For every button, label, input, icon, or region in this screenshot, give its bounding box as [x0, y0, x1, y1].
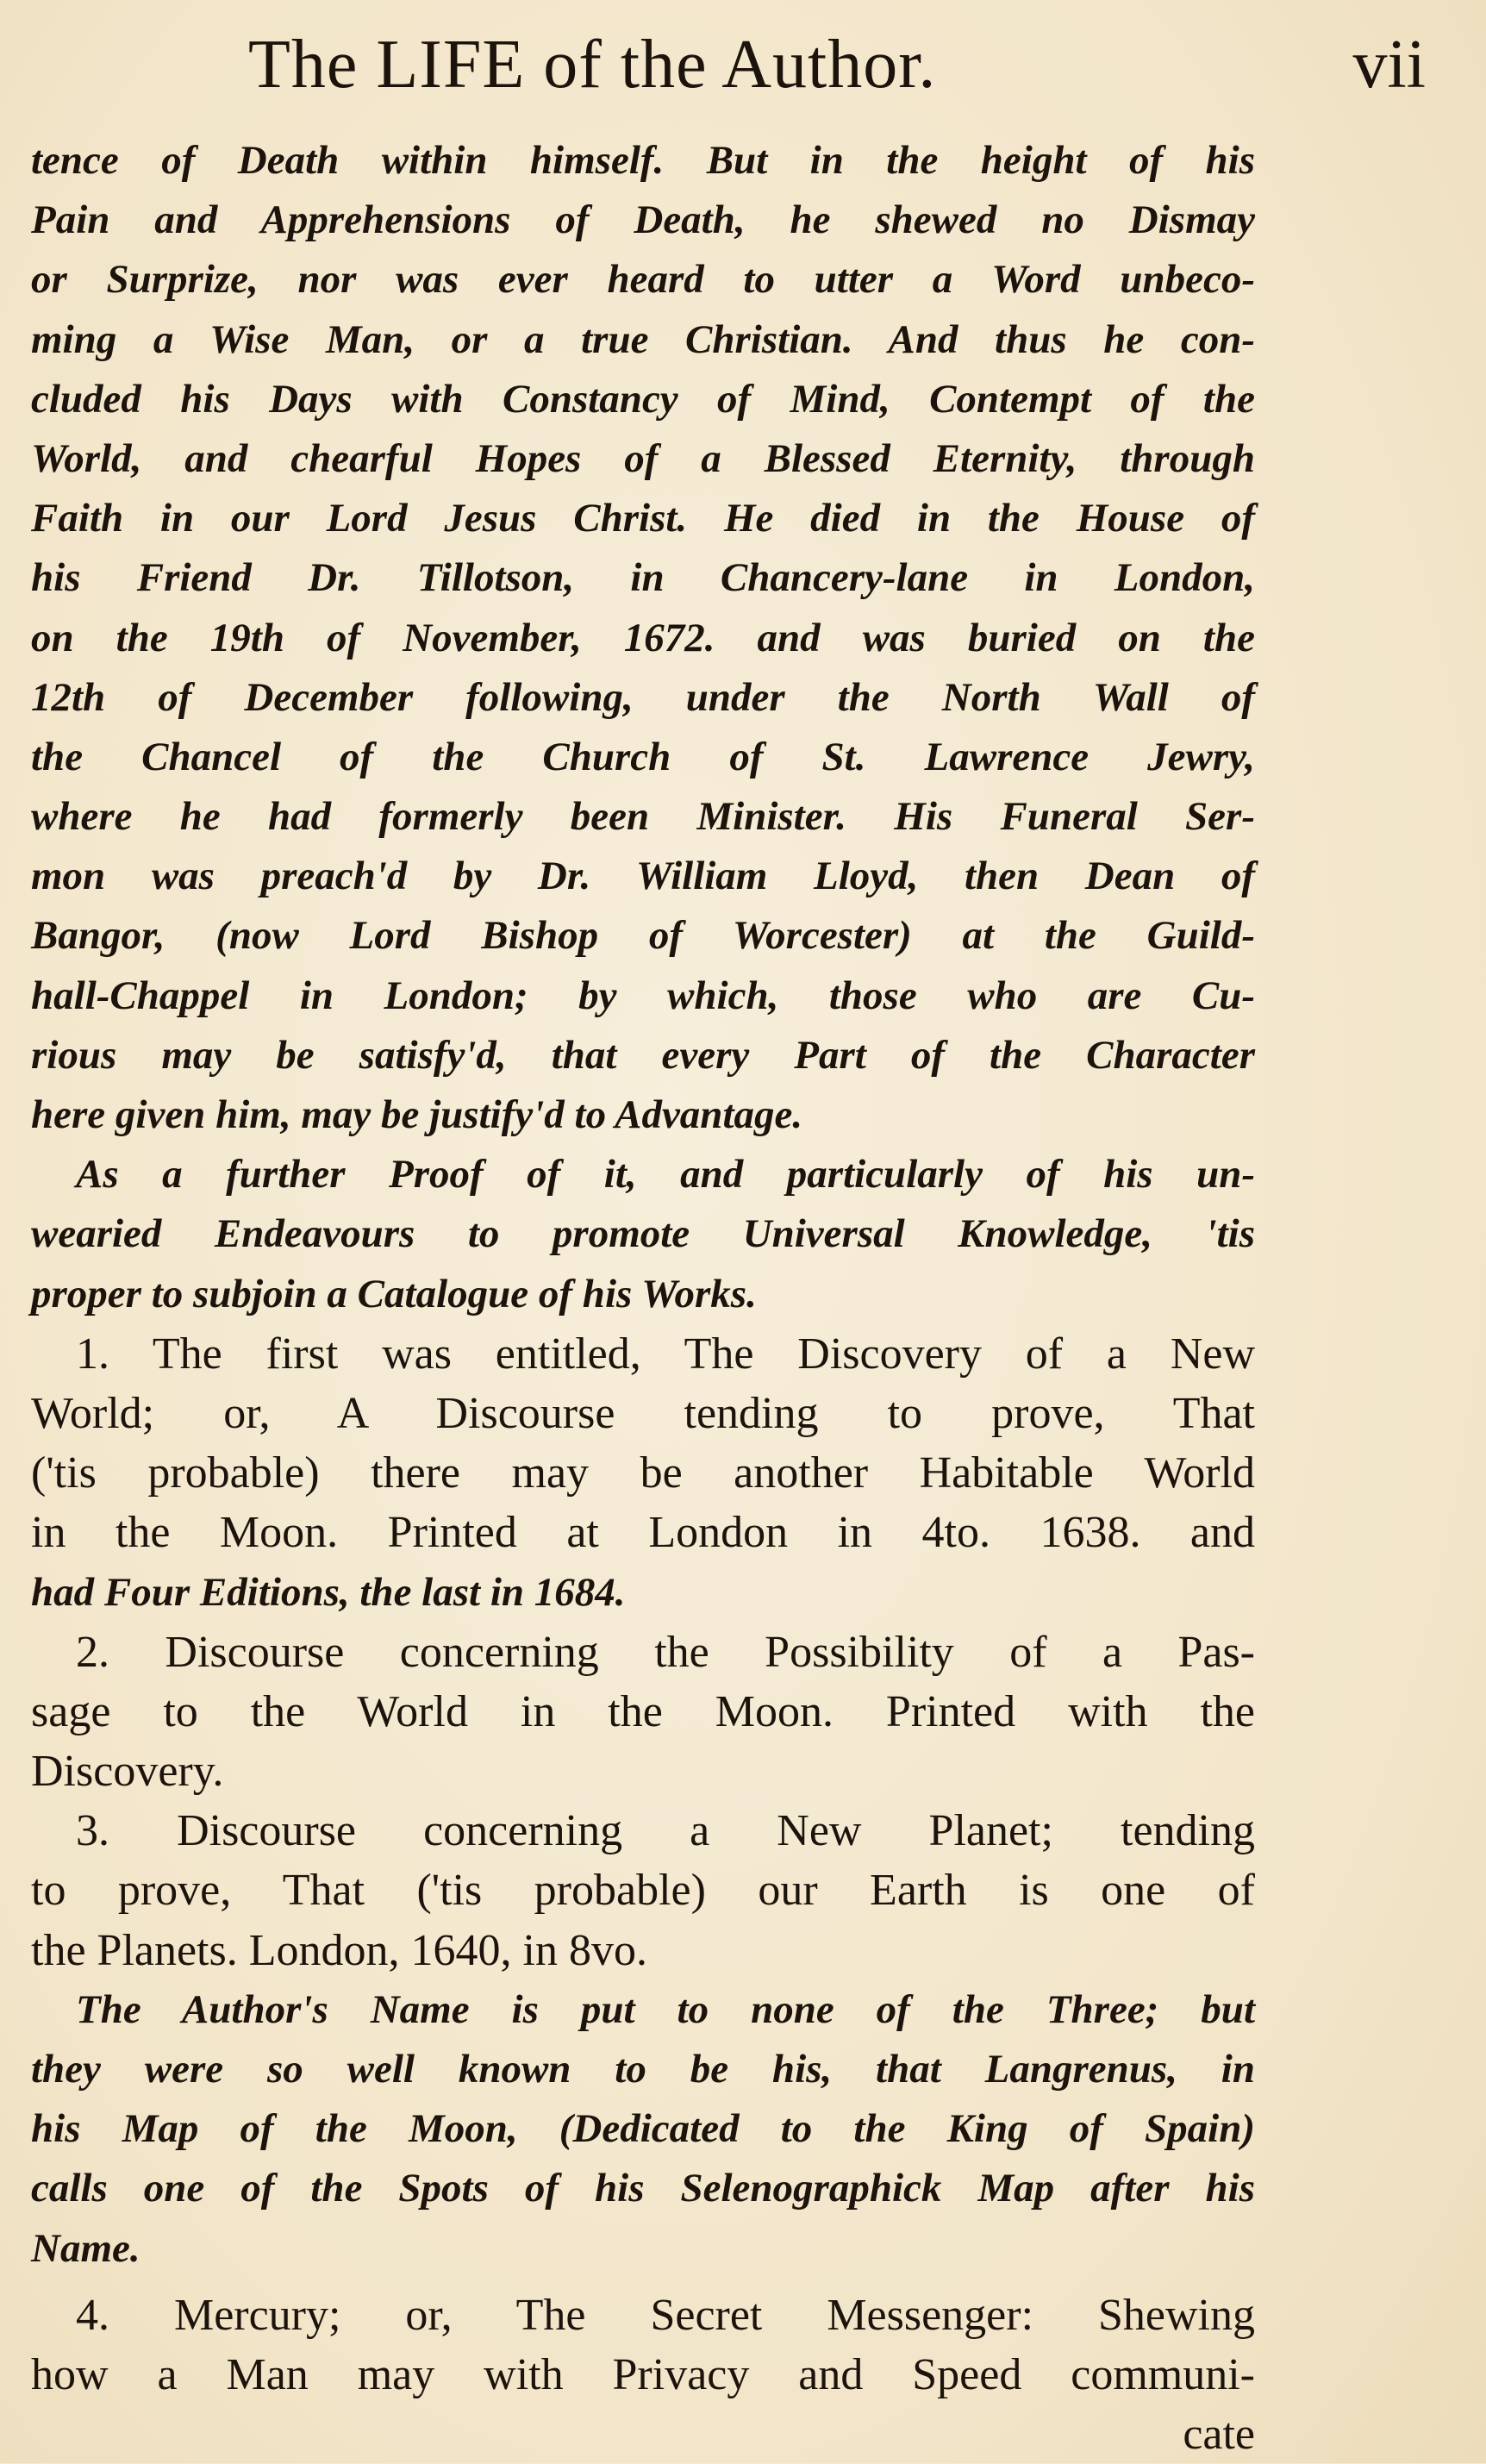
text-line: how a Man may with Privacy and Speed communi-	[31, 2349, 1255, 2399]
body-text	[31, 131, 1255, 2464]
catchword: cate	[1183, 2410, 1255, 2460]
catalogue-item-4: 4. Mercury; or, The Secret Messenger: Shewing	[76, 2290, 1255, 2340]
text-line: sage to the World in the Moon. Printed with the	[31, 1686, 1255, 1736]
text-line: Name.	[31, 2225, 140, 2271]
text-line: Discovery.	[31, 1747, 224, 1797]
text-line: had Four Editions, the last in 1684.	[31, 1569, 626, 1615]
text-line: hall-Chappel in London; by which, those who are Cu-	[31, 972, 1255, 1018]
catalogue-item-3: 3. Discourse concerning a New Planet; tending	[76, 1806, 1255, 1856]
paragraph-start-line: As a further Proof of it, and particularly of his un-	[76, 1152, 1255, 1198]
text-line: Faith in our Lord Jesus Christ. He died in the House of	[31, 496, 1255, 541]
paragraph-start-line: The Author's Name is put to none of the Three; but	[76, 1986, 1255, 2032]
text-line: his Friend Dr. Tillotson, in Chancery-lane in London,	[31, 555, 1255, 601]
text-line: ('tis probable) there may be another Habitable World	[31, 1448, 1255, 1498]
page-number: vii	[1352, 27, 1426, 103]
text-line: proper to subjoin a Catalogue of his Works.	[31, 1271, 757, 1316]
text-line: in the Moon. Printed at London in 4to. 1638. and	[31, 1508, 1255, 1558]
text-line: World; or, A Discourse tending to prove, That	[31, 1388, 1255, 1438]
text-line: wearied Endeavours to promote Universal Knowledge, 'tis	[31, 1211, 1255, 1257]
catalogue-item-2: 2. Discourse concerning the Possibility of a Pas-	[76, 1627, 1255, 1677]
text-line: mon was preach'd by Dr. William Lloyd, then Dean of	[31, 854, 1255, 899]
text-line: to prove, That ('tis probable) our Earth is one of	[31, 1866, 1255, 1916]
text-line: calls one of the Spots of his Selenographick Map after his	[31, 2166, 1255, 2211]
text-line: Pain and Apprehensions of Death, he shewed no Dismay	[31, 197, 1255, 243]
text-line: the Chancel of the Church of St. Lawrence Jewry,	[31, 734, 1255, 779]
text-line: World, and chearful Hopes of a Blessed Eternity, through	[31, 435, 1255, 481]
text-line: on the 19th of November, 1672. and was buried on the	[31, 615, 1255, 660]
text-line: here given him, may be justify'd to Advantage.	[31, 1092, 803, 1137]
catalogue-item-1: 1. The first was entitled, The Discovery of a New	[76, 1329, 1255, 1379]
text-line: 12th of December following, under the North Wall of	[31, 674, 1255, 720]
text-line: Bangor, (now Lord Bishop of Worcester) at the Guild-	[31, 913, 1255, 959]
text-line: tence of Death within himself. But in the height of his	[31, 138, 1255, 183]
running-head: The LIFE of the Author.	[248, 27, 937, 103]
text-line: cluded his Days with Constancy of Mind, Contempt of the	[31, 376, 1255, 422]
text-line: they were so well known to be his, that Langrenus, in	[31, 2047, 1255, 2092]
page-header	[0, 19, 1486, 114]
text-line: or Surprize, nor was ever heard to utter a Word unbeco-	[31, 257, 1255, 303]
text-line: ming a Wise Man, or a true Christian. And thus he con-	[31, 316, 1255, 362]
text-line: where he had formerly been Minister. His Funeral Ser-	[31, 794, 1255, 840]
text-line: his Map of the Moon, (Dedicated to the King of Spain)	[31, 2106, 1255, 2152]
text-line: rious may be satisfy'd, that every Part of the Character	[31, 1032, 1255, 1078]
text-line: the Planets. London, 1640, in 8vo.	[31, 1925, 647, 1975]
